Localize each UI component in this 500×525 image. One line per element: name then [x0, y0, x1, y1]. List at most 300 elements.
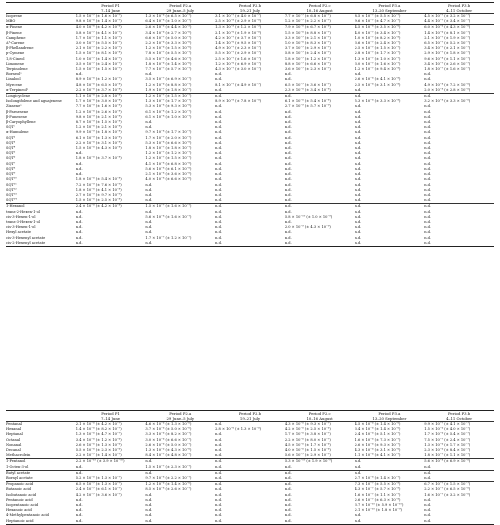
emission-value-cell: n.d.: [75, 503, 83, 508]
emission-value-cell: n.d.: [145, 209, 153, 214]
emission-value-cell: 2.1 × 10⁻⁷ (± 2.2 × 10⁻⁷): [75, 46, 122, 51]
emission-value-cell: 2.7 × 10⁻⁸ (± 1.4 × 10⁻⁷): [354, 476, 401, 481]
compound-name: Isoprene: [6, 14, 23, 18]
emission-value-cell: n.d.: [145, 198, 153, 203]
emission-value-cell: n.d.: [215, 177, 223, 182]
emission-value-cell: 8.8 × 10⁻⁷ (± 6.6 × 10⁻⁷): [284, 61, 331, 66]
compound-name: 1,8-Cineol: [6, 56, 25, 61]
emission-value-cell: 3.4 × 10⁻⁶ (± 1.4 × 10⁻⁶): [354, 427, 401, 432]
emission-value-cell: 1.8 × 10⁻⁸ (± 5.4 × 10⁻⁸): [75, 177, 122, 182]
emission-value-cell: n.d.: [354, 104, 362, 109]
emission-value-cell: 1.6 × 10⁻⁷ (± 1.1 × 10⁻⁷): [354, 492, 401, 497]
emission-value-cell: 6.1 × 10⁻⁸ (± 1.0 × 10⁻⁷): [145, 114, 192, 119]
emission-value-cell: 1.5 × 10⁻⁸ (± 2.5 × 10⁻⁸): [75, 198, 122, 203]
emission-value-cell: 4.2 × 10⁻⁷ (± 3.7 × 10⁻⁷): [215, 35, 262, 40]
emission-value-cell: n.d.: [354, 177, 362, 182]
column-period-header: Period P2.b: [238, 3, 262, 8]
emission-value-cell: n.d.: [215, 166, 223, 171]
compound-name: SQT²: [6, 135, 16, 140]
emission-value-cell: n.d.: [354, 151, 362, 156]
compound-name: Isolongifolene and aguajenene: [6, 99, 62, 104]
compound-name: Camphene: [6, 35, 26, 40]
emission-value-cell: n.d.: [354, 140, 362, 145]
compound-name: α-Terpineolᵃ: [6, 87, 29, 92]
emission-value-cell: n.d.: [424, 140, 432, 145]
column-dates-header: 29 June–5 July: [166, 8, 195, 13]
emission-value-cell: 4.0 × 10⁻⁷ (± 3.4 × 10⁻⁷): [354, 30, 401, 35]
emission-value-cell: n.d.: [354, 513, 362, 518]
column-period-header: Period P3.b: [448, 411, 471, 416]
emission-value-cell: n.d.: [215, 214, 223, 219]
emission-value-cell: 2.2 × 10⁻⁸ (± 3.1 × 10⁻⁸): [75, 140, 122, 145]
compound-name: Linalool: [6, 77, 21, 82]
emission-value-cell: 3.7 × 10⁻⁶ (± 5.0 × 10⁻⁶): [145, 427, 192, 432]
compound-name: Octanal: [6, 437, 21, 442]
table-row: [6, 241, 494, 247]
emission-value-cell: 4.3 × 10⁻⁶ (± 9.3 × 10⁻⁷): [284, 422, 331, 426]
emission-value-cell: n.d.: [215, 503, 223, 508]
emission-value-cell: 1.3 × 10⁻⁷ (± 1.7 × 10⁻⁷): [145, 99, 192, 104]
compound-name: Propanoic acid: [6, 482, 34, 487]
emission-value-cell: n.d.: [284, 470, 292, 475]
emission-value-cell: n.d.: [215, 109, 223, 114]
emission-value-cell: n.d.: [215, 87, 223, 92]
emission-value-cell: 8.4 × 10⁻⁷ (± 4.8 × 10⁻⁷): [145, 453, 192, 458]
emission-value-cell: n.d.: [75, 240, 83, 245]
compound-name: SQT¹¹: [6, 182, 17, 187]
emission-value-cell: 8.5 × 10⁻⁷ (± 5.5 × 10⁻⁷): [354, 14, 401, 18]
compound-name: β-Pinene: [6, 30, 22, 35]
emission-value-cell: n.d.: [424, 513, 432, 518]
column-period-header: Period P3.a: [378, 3, 401, 8]
emission-value-cell: 2.3 × 10⁻⁶ (± 8.4 × 10⁻⁷): [424, 448, 471, 453]
emission-value-cell: 2.0 × 10⁻⁹ (± 4.3 × 10⁻⁹): [284, 225, 331, 230]
emission-value-cell: 3.2 × 10⁻⁸ (± 3.3 × 10⁻⁸): [424, 99, 471, 104]
emission-value-cell: 4.6 × 10⁻⁶ (± 1.3 × 10⁻⁶): [145, 422, 192, 426]
emission-value-cell: 7.5 × 10⁻⁷ (± 2.4 × 10⁻⁷): [424, 437, 471, 442]
emission-value-cell: 3.4 × 10⁻⁷ (± 2.6 × 10⁻⁷): [424, 61, 471, 66]
compound-name: 1-Hexanol: [6, 204, 25, 209]
emission-value-cell: 5.5 × 10⁻⁷ (± 2.9 × 10⁻⁷): [215, 51, 262, 56]
emission-value-cell: 6.6 × 10⁻⁷ (± 5.0 × 10⁻⁷): [145, 35, 192, 40]
emission-value-cell: n.d.: [424, 503, 432, 508]
emission-value-cell: 8.9 × 10⁻⁸ (± 1.2 × 10⁻⁷): [75, 77, 122, 82]
emission-value-cell: n.d.: [354, 459, 362, 464]
compound-name: SQT⁸: [6, 166, 16, 171]
emission-value-cell: n.d.: [424, 120, 432, 125]
emission-value-cell: 5.6 × 10⁻⁸ (± 6.9 × 10⁻⁸): [424, 459, 471, 464]
emission-value-cell: 1.8 × 10⁻⁶ (± 1.4 × 10⁻⁶): [145, 61, 192, 66]
emission-value-cell: n.d.: [354, 182, 362, 187]
compound-name: Δ³-Carene: [6, 41, 25, 46]
compound-name: SQT¹³: [6, 192, 17, 197]
emission-value-cell: n.d.: [215, 453, 223, 458]
emission-value-cell: 9.7 × 10⁻⁸ (± 1.7 × 10⁻⁷): [145, 130, 192, 135]
emission-value-cell: n.d.: [145, 219, 153, 224]
emission-value-cell: n.d.: [284, 182, 292, 187]
emission-value-cell: 8.7 × 10⁻⁹ (± 1.5 × 10⁻⁸): [75, 120, 122, 125]
emission-value-cell: 1.2 × 10⁻⁶ (± 8.8 × 10⁻⁷): [145, 82, 192, 87]
compound-name: α-Pinene: [6, 25, 23, 30]
compound-name: SQT⁶: [6, 156, 16, 161]
compound-name: β-Farnesene: [6, 109, 29, 114]
emission-value-cell: 2.4 × 10⁻⁶ (± 5.1 × 10⁻⁷): [354, 432, 401, 437]
emission-value-cell: n.d.: [145, 182, 153, 187]
emission-value-cell: n.d.: [215, 156, 223, 161]
emission-value-cell: n.d.: [354, 235, 362, 240]
emission-value-cell: n.d.: [424, 225, 432, 230]
emission-value-cell: n.d.: [215, 104, 223, 109]
emission-value-cell: n.d.: [75, 230, 83, 235]
emission-value-cell: n.d.: [424, 182, 432, 187]
emission-value-cell: n.d.: [424, 109, 432, 114]
emission-value-cell: 6.0 × 10⁻⁶ (± 4.3 × 10⁻⁶): [424, 25, 471, 30]
emission-value-cell: n.d.: [424, 476, 432, 481]
emission-value-cell: 6.7 × 10⁻⁷ (± 1.5 × 10⁻⁷): [424, 482, 471, 487]
emission-value-cell: n.d.: [75, 166, 83, 171]
emission-value-cell: n.d.: [145, 192, 153, 197]
emission-value-cell: 1.2 × 10⁻⁸ (± 2.1 × 10⁻⁸): [75, 125, 122, 130]
emission-value-cell: 3.5 × 10⁻⁷ (± 6.9 × 10⁻⁷): [145, 77, 192, 82]
emission-value-cell: 1.3 × 10⁻⁵ (± 1.2 × 10⁻⁵): [215, 25, 262, 30]
emission-value-cell: n.d.: [215, 125, 223, 130]
emission-value-cell: n.d.: [145, 459, 153, 464]
compound-name: Methacrolein: [6, 453, 31, 458]
compound-name: cis-3-Hexen-1-ol: [6, 225, 36, 230]
emission-value-cell: n.d.: [284, 156, 292, 161]
emission-value-cell: 1.7 × 10⁻⁸ (± 3.0 × 10⁻⁸): [75, 99, 122, 104]
emission-value-cell: n.d.: [75, 214, 83, 219]
column-period-header: Period P2.a: [169, 3, 192, 8]
emission-value-cell: 2.2 × 10⁻⁷ (± 6.5 × 10⁻⁸): [424, 487, 471, 492]
emission-value-cell: n.d.: [145, 492, 153, 497]
emission-value-cell: n.d.: [215, 513, 223, 518]
emission-value-cell: n.d.: [145, 120, 153, 125]
emission-value-cell: 7.8 × 10⁻⁷ (± 5.5 × 10⁻⁷): [145, 51, 192, 56]
emission-value-cell: n.d.: [284, 230, 292, 235]
emission-value-cell: n.d.: [75, 508, 83, 513]
emission-value-cell: 5.8 × 10⁻⁷ (± 4.1 × 10⁻⁷): [75, 30, 122, 35]
emission-value-cell: 7.7 × 10⁻⁷ (± 5.7 × 10⁻⁷): [145, 67, 192, 72]
emission-value-cell: n.d.: [215, 422, 223, 426]
column-dates-header: 4–11 October: [446, 416, 473, 421]
emission-value-cell: n.d.: [354, 72, 362, 77]
emission-value-cell: 2.3 × 10⁻⁸ (± 3.4 × 10⁻⁸): [284, 87, 331, 92]
emission-value-cell: 2.7 × 10⁻⁹ (± 5.7 × 10⁻⁹): [284, 104, 331, 109]
emission-value-cell: 2.0 × 10⁻⁸ (± 2.8 × 10⁻⁸): [424, 87, 471, 92]
compound-name: SQT¹²: [6, 187, 17, 192]
emission-value-cell: n.d.: [215, 94, 223, 99]
emission-value-cell: n.d.: [215, 432, 223, 437]
emission-value-cell: 5.8 × 10⁻¹⁰ (± 1.0 × 10⁻⁹): [284, 214, 333, 219]
emission-value-cell: n.d.: [145, 240, 153, 245]
emission-value-cell: 9.6 × 10⁻⁷ (± 4.7 × 10⁻⁷): [354, 19, 401, 24]
emission-value-cell: n.d.: [424, 166, 432, 171]
emission-value-cell: n.d.: [284, 120, 292, 125]
emission-value-cell: n.d.: [215, 209, 223, 214]
emission-value-cell: 1.3 × 10⁻⁵ (± 4.3 × 10⁻⁶): [145, 448, 192, 453]
emission-value-cell: 3.4 × 10⁻⁷ (± 2.1 × 10⁻⁷): [424, 46, 471, 51]
emission-value-cell: 1.2 × 10⁻⁷ (± 9.4 × 10⁻⁸): [354, 67, 401, 72]
compound-name: Hexyl acetate: [6, 230, 32, 235]
emission-value-cell: n.d.: [354, 230, 362, 235]
emission-value-cell: n.d.: [215, 146, 223, 151]
compound-name: SQT⁹: [6, 172, 16, 177]
emission-value-cell: n.d.: [354, 135, 362, 140]
emission-value-cell: n.d.: [284, 166, 292, 171]
emission-value-cell: 2.6 × 10⁻⁶ (± 5.0 × 10⁻⁷): [145, 442, 192, 447]
emission-value-cell: n.d.: [284, 177, 292, 182]
emission-value-cell: 4.1 × 10⁻⁸ (± 6.8 × 10⁻⁸): [145, 161, 192, 166]
compound-name: SQT³: [6, 140, 16, 145]
emission-value-cell: 5.3 × 10⁻⁸ (± 3.3 × 10⁻⁸): [354, 99, 401, 104]
compound-name: 1-Octen-3-ol: [6, 464, 29, 469]
emission-value-cell: n.d.: [354, 518, 362, 523]
emission-value-cell: 1.4 × 10⁻⁶ (± 8.1 × 10⁻⁷): [424, 30, 471, 35]
emission-value-cell: 1.3 × 10⁻⁶ (± 1.7 × 10⁻⁷): [424, 442, 471, 447]
emission-value-cell: n.d.: [354, 161, 362, 166]
emission-value-cell: n.d.: [424, 204, 432, 209]
emission-value-cell: 5.6 × 10⁻⁸ (± 1.6 × 10⁻⁷): [145, 214, 192, 219]
compound-name: p-Cymene: [6, 51, 25, 56]
emission-value-cell: n.d.: [284, 492, 292, 497]
emission-value-cell: 3.4 × 10⁻⁶ (± 1.2 × 10⁻⁶): [75, 437, 122, 442]
emission-value-cell: n.d.: [354, 87, 362, 92]
emission-value-cell: 3.5 × 10⁻⁷ (± 2.4 × 10⁻⁷): [75, 61, 122, 66]
compound-name: Pentanoic acid: [6, 497, 33, 502]
emission-value-cell: 3.7 × 10⁻⁷ (± 2.9 × 10⁻⁷): [284, 46, 331, 51]
compound-name: β-Funesene: [6, 114, 27, 119]
compound-name: Isobutanoic acid: [6, 492, 37, 497]
emission-value-cell: 9.6 × 10⁻⁸ (± 1.1 × 10⁻⁷): [424, 56, 471, 61]
emission-value-cell: 1.6 × 10⁻⁶ (± 7.3 × 10⁻⁷): [354, 437, 401, 442]
emission-value-cell: n.d.: [215, 470, 223, 475]
emission-value-cell: n.d.: [215, 448, 223, 453]
emission-value-cell: 6.5 × 10⁻⁷ (± 3.6 × 10⁻⁷): [284, 82, 331, 87]
compound-name: Butanoic acid: [6, 487, 31, 492]
emission-value-cell: 5.8 × 10⁻⁷ (± 2.4 × 10⁻⁷): [284, 51, 331, 56]
emission-value-cell: 1.5 × 10⁻⁷ (± 2.3 × 10⁻⁷): [145, 464, 192, 469]
emission-value-cell: 2.5 × 10⁻⁸ (± 3.1 × 10⁻⁸): [354, 82, 401, 87]
emission-value-cell: 2.1 × 10⁻⁶ (± 4.2 × 10⁻⁷): [75, 422, 122, 426]
emission-value-cell: n.d.: [284, 140, 292, 145]
emission-value-cell: 8.1 × 10⁻⁷ (± 4.9 × 10⁻⁷): [215, 82, 262, 87]
emission-value-cell: 4.5 × 10⁻⁶ (± 1.4 × 10⁻⁶): [354, 422, 401, 426]
emission-value-cell: 6.4 × 10⁻⁸ (± 1.0 × 10⁻⁷): [145, 19, 192, 24]
emission-value-cell: n.d.: [424, 497, 432, 502]
emission-value-cell: n.d.: [215, 442, 223, 447]
emission-value-cell: 2.2 × 10⁻⁶ (± 3.3 × 10⁻⁶): [145, 41, 192, 46]
emission-value-cell: n.d.: [145, 225, 153, 230]
emission-value-cell: 3.0 × 10⁻⁷ (± 1.6 × 10⁻⁷): [354, 61, 401, 66]
emission-value-cell: 1.2 × 10⁻⁸ (± 2.6 × 10⁻⁸): [75, 109, 122, 114]
emission-value-cell: 4.3 × 10⁻⁷ (± 5.7 × 10⁻⁸): [354, 487, 401, 492]
compound-name: Heptanoic acid: [6, 518, 34, 523]
column-dates-header: 13–20 September: [372, 416, 407, 421]
emission-value-cell: n.d.: [424, 104, 432, 109]
compound-name: Isopentanoic acid: [6, 503, 39, 508]
emission-value-cell: 5.2 × 10⁻⁸ (± 1.3 × 10⁻⁷): [75, 476, 122, 481]
emission-value-cell: n.d.: [215, 204, 223, 209]
emission-value-cell: n.d.: [215, 240, 223, 245]
emission-value-cell: n.d.: [284, 130, 292, 135]
emission-value-cell: n.d.: [215, 114, 223, 119]
emission-value-cell: n.d.: [75, 151, 83, 156]
emission-value-cell: n.d.: [284, 235, 292, 240]
emission-value-cell: n.d.: [284, 94, 292, 99]
emission-value-cell: 7.3 × 10⁻⁷ (± 5.5 × 10⁻⁸): [354, 482, 401, 487]
emission-value-cell: 1.5 × 10⁻⁷ (± 1.6 × 10⁻⁷): [145, 204, 192, 209]
emission-value-cell: n.d.: [75, 72, 83, 77]
emission-value-cell: n.d.: [145, 72, 153, 77]
emission-value-cell: 1.0 × 10⁻⁶ (± 8.3 × 10⁻⁷): [284, 41, 331, 46]
emission-value-cell: 1.2 × 10⁻⁷ (± 1.5 × 10⁻⁷): [145, 156, 192, 161]
emission-value-cell: 3.3 × 10⁻⁶ (± 8.2 × 10⁻⁷): [145, 432, 192, 437]
emission-value-cell: n.d.: [284, 77, 292, 82]
emission-value-cell: 2.6 × 10⁻⁶ (± 1.3 × 10⁻⁶): [75, 442, 122, 447]
emission-value-cell: n.d.: [215, 437, 223, 442]
emission-value-cell: n.d.: [284, 135, 292, 140]
compound-name: Limonene: [6, 61, 24, 66]
emission-value-cell: n.d.: [145, 518, 153, 523]
emission-value-cell: 2.5 × 10⁻⁸ (± 2.9 × 10⁻⁸): [215, 19, 262, 24]
column-dates-header: 7–14 June: [101, 8, 121, 13]
emission-value-cell: n.d.: [215, 161, 223, 166]
emission-value-cell: n.d.: [75, 470, 83, 475]
emission-value-cell: n.d.: [75, 464, 83, 469]
emission-value-cell: n.d.: [354, 198, 362, 203]
emission-value-cell: 7.9 × 10⁻⁶ (± 6.7 × 10⁻⁶): [284, 25, 331, 30]
emission-value-cell: n.d.: [284, 172, 292, 177]
emission-value-cell: n.d.: [424, 161, 432, 166]
emission-value-cell: n.d.: [354, 146, 362, 151]
emission-value-cell: n.d.: [424, 464, 432, 469]
emission-value-cell: n.d.: [75, 209, 83, 214]
emission-value-cell: n.d.: [354, 120, 362, 125]
emission-value-cell: 8.9 × 10⁻⁸ (± 7.8 × 10⁻⁸): [215, 99, 262, 104]
emission-value-cell: n.d.: [354, 156, 362, 161]
emission-value-cell: 2.6 × 10⁻⁷ (± 6.3 × 10⁻⁸): [354, 497, 401, 502]
emission-value-cell: n.d.: [354, 187, 362, 192]
emission-value-cell: 2.4 × 10⁻⁷ (± 6.1 × 10⁻⁷): [75, 487, 122, 492]
emission-value-cell: 1.0 × 10⁻⁷ (± 1.4 × 10⁻⁷): [75, 56, 122, 61]
emission-value-cell: n.d.: [215, 508, 223, 513]
emission-value-cell: n.d.: [354, 219, 362, 224]
emission-value-cell: n.d.: [354, 225, 362, 230]
emission-value-cell: 2.2 × 10⁻¹⁰ (± 3.9 × 10⁻¹⁰): [75, 459, 125, 464]
emission-value-cell: n.d.: [284, 508, 292, 513]
emission-value-cell: 1.5 × 10⁻⁸ (± 4.3 × 10⁻⁸): [75, 146, 122, 151]
emission-value-cell: n.d.: [424, 209, 432, 214]
emission-value-cell: n.d.: [424, 518, 432, 523]
compound-name: trans-3-Hexen-1-ol: [6, 219, 40, 224]
emission-value-cell: n.d.: [424, 240, 432, 245]
emission-value-cell: n.d.: [424, 214, 432, 219]
emission-value-cell: 1.3 × 10⁻⁶ (± 4.7 × 10⁻⁷): [75, 432, 122, 437]
emission-value-cell: n.d.: [215, 135, 223, 140]
emission-value-cell: n.d.: [284, 204, 292, 209]
emission-value-cell: 2.1 × 10⁻¹⁰ (± 1.8 × 10⁻⁹): [354, 508, 402, 513]
emission-value-cell: 2.6 × 10⁻⁵ (± 4.4 × 10⁻⁵): [145, 25, 192, 30]
column-period-header: Period P3.a: [378, 411, 401, 416]
emission-value-cell: 2.2 × 10⁻⁶ (± 8.0 × 10⁻⁷): [284, 437, 331, 442]
emission-value-cell: 1.5 × 10⁻⁷ (± 1.6 × 10⁻⁷): [75, 14, 122, 18]
emission-value-cell: n.d.: [145, 503, 153, 508]
emission-value-cell: n.d.: [145, 513, 153, 518]
emission-value-cell: n.d.: [215, 459, 223, 464]
emission-value-cell: 5.3 × 10⁻⁸ (± 9.3 × 10⁻⁸): [145, 104, 192, 109]
column-period-header: Period P2.b: [238, 411, 262, 416]
column-dates-header: 19–21 July: [239, 8, 261, 13]
emission-value-cell: 2.5 × 10⁻⁷ (± 1.6 × 10⁻⁷): [215, 56, 262, 61]
column-dates-header: 29 June–5 July: [166, 416, 195, 421]
compound-name: Hexanoic acid: [6, 508, 32, 513]
emission-value-cell: 2.8 × 10⁻⁶ (± 1.3 × 10⁻⁶): [215, 427, 262, 432]
compound-name: β-Phellandrene: [6, 46, 34, 51]
emission-value-cell: n.d.: [284, 240, 292, 245]
emission-value-cell: 3.7 × 10⁻¹⁰ (± 5.9 × 10⁻¹⁰): [354, 503, 404, 508]
emission-value-cell: n.d.: [354, 125, 362, 130]
emission-value-cell: 2.9 × 10⁻⁷ (± 1.8 × 10⁻⁷): [424, 51, 471, 56]
emission-value-cell: n.d.: [284, 497, 292, 502]
emission-value-cell: 2.2 × 10⁻⁸ (± 3.7 × 10⁻⁸): [75, 87, 122, 92]
emission-value-cell: n.d.: [424, 72, 432, 77]
emission-value-cell: 1.7 × 10⁻⁶ (± 3.8 × 10⁻⁷): [284, 432, 331, 437]
compound-name: Hexanal: [6, 427, 22, 432]
emission-value-cell: n.d.: [284, 161, 292, 166]
emission-value-cell: n.d.: [145, 508, 153, 513]
emission-value-cell: n.d.: [354, 172, 362, 177]
compound-name: Borneolᵃ: [6, 72, 22, 77]
compound-name: Decanal: [6, 448, 21, 453]
emission-value-cell: 9.9 × 10⁻⁹ (± 1.8 × 10⁻⁸): [75, 130, 122, 135]
emission-value-cell: n.d.: [215, 192, 223, 197]
emission-value-cell: n.d.: [424, 151, 432, 156]
emission-value-cell: 3.3 × 10⁻⁷ (± 2.1 × 10⁻⁷): [284, 35, 331, 40]
emission-value-cell: n.d.: [75, 497, 83, 502]
emission-value-cell: 4.0 × 10⁻⁶ (± 4.2 × 10⁻⁶): [75, 25, 122, 30]
emission-value-cell: n.d.: [354, 214, 362, 219]
compound-name: Myrcene: [6, 82, 23, 87]
emission-value-cell: n.d.: [145, 470, 153, 475]
emission-value-cell: 7.7 × 10⁻⁹ (± 1.6 × 10⁻⁸): [75, 104, 122, 109]
emission-value-cell: 3.6 × 10⁻⁷ (± 2.4 × 10⁻⁷): [354, 41, 401, 46]
emission-value-cell: 7.7 × 10⁻⁷ (± 6.8 × 10⁻⁷): [284, 14, 331, 18]
emission-value-cell: n.d.: [284, 464, 292, 469]
emission-value-cell: 1.2 × 10⁻⁶ (± 1.5 × 10⁻⁶): [145, 46, 192, 51]
emission-value-cell: n.d.: [424, 77, 432, 82]
emission-value-cell: n.d.: [284, 114, 292, 119]
emission-value-cell: n.d.: [215, 120, 223, 125]
emission-value-cell: 1.1 × 10⁻⁸ (± 2.8 × 10⁻⁸): [75, 94, 122, 99]
compound-name: trans-2-Hexen-1-ol: [6, 209, 40, 214]
emission-value-cell: 8.5 × 10⁻⁸ (± 2.6 × 10⁻⁷): [145, 487, 192, 492]
emission-value-cell: n.d.: [215, 230, 223, 235]
emission-value-cell: 2.7 × 10⁻⁹ (± 9.7 × 10⁻⁹): [75, 192, 122, 197]
emission-value-cell: n.d.: [284, 72, 292, 77]
emission-value-cell: 4.5 × 10⁻⁶ (± 1.7 × 10⁻⁶): [284, 442, 331, 447]
emission-value-cell: 3.0 × 10⁻⁶ (± 6.6 × 10⁻⁷): [145, 437, 192, 442]
emission-value-cell: 3.4 × 10⁻⁶ (± 2.7 × 10⁻⁶): [145, 30, 192, 35]
emission-value-cell: n.d.: [284, 187, 292, 192]
emission-value-cell: 2.1 × 10⁻⁷ (± 1.9 × 10⁻⁷): [424, 35, 471, 40]
emission-value-cell: 1.7 × 10⁻⁷ (± 1.2 × 10⁻⁷): [145, 235, 192, 240]
emission-value-cell: n.d.: [284, 503, 292, 508]
emission-value-cell: n.d.: [424, 177, 432, 182]
compound-name: Bornyl acetate: [6, 476, 33, 481]
emission-value-cell: 2.1 × 10⁻⁶ (± 1.9 × 10⁻⁶): [215, 30, 262, 35]
emission-value-cell: n.d.: [284, 125, 292, 130]
